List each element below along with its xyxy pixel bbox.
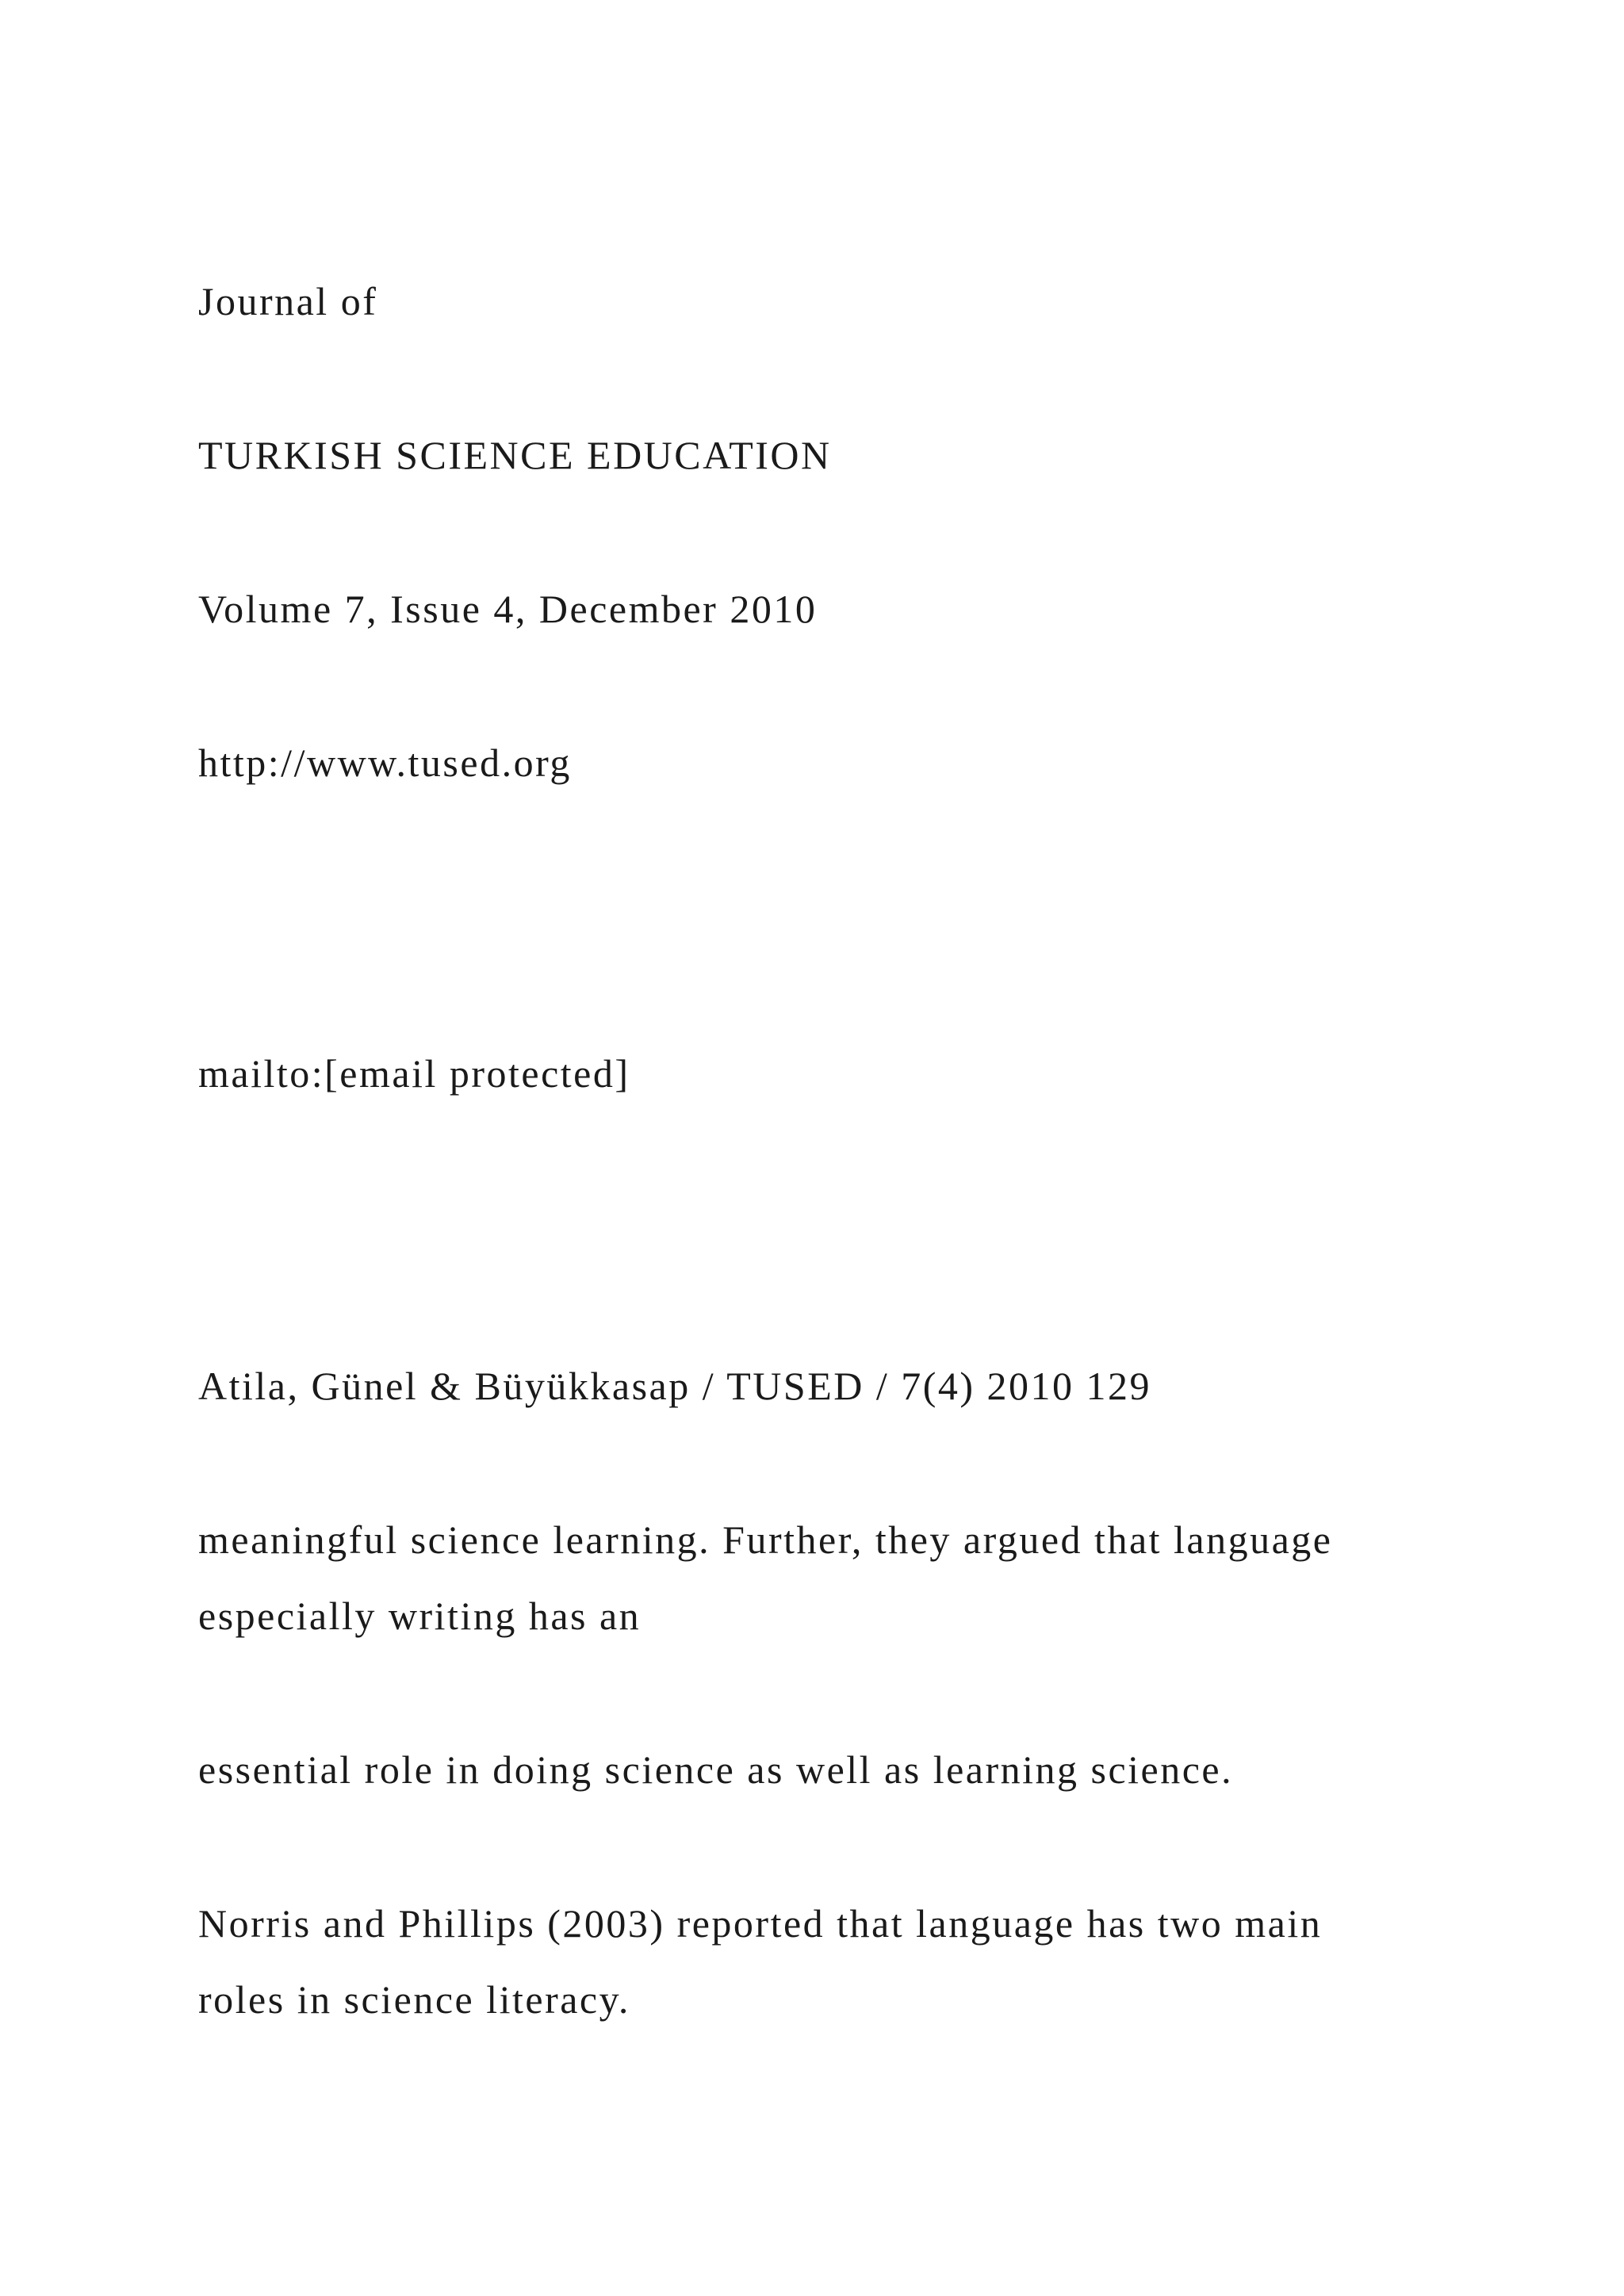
body-line: especially writing has an bbox=[198, 1594, 642, 1638]
journal-prefix: Journal of bbox=[198, 279, 378, 323]
email-link[interactable]: mailto:[email protected] bbox=[198, 1051, 630, 1096]
body-line: essential role in doing science as well as learning science. bbox=[198, 1747, 1234, 1792]
journal-name: TURKISH SCIENCE EDUCATION bbox=[198, 433, 832, 477]
website-link[interactable]: http://www.tused.org bbox=[198, 740, 572, 785]
body-line: Norris and Phillips (2003) reported that language has two main bbox=[198, 1901, 1323, 1946]
volume-issue: Volume 7, Issue 4, December 2010 bbox=[198, 587, 818, 631]
body-line: roles in science literacy. bbox=[198, 1977, 630, 2022]
running-head: Atila, Günel & Büyükkasap / TUSED / 7(4) 2010 129 bbox=[198, 1364, 1152, 1408]
body-line: meaningful science learning. Further, they argued that language bbox=[198, 1517, 1333, 1562]
